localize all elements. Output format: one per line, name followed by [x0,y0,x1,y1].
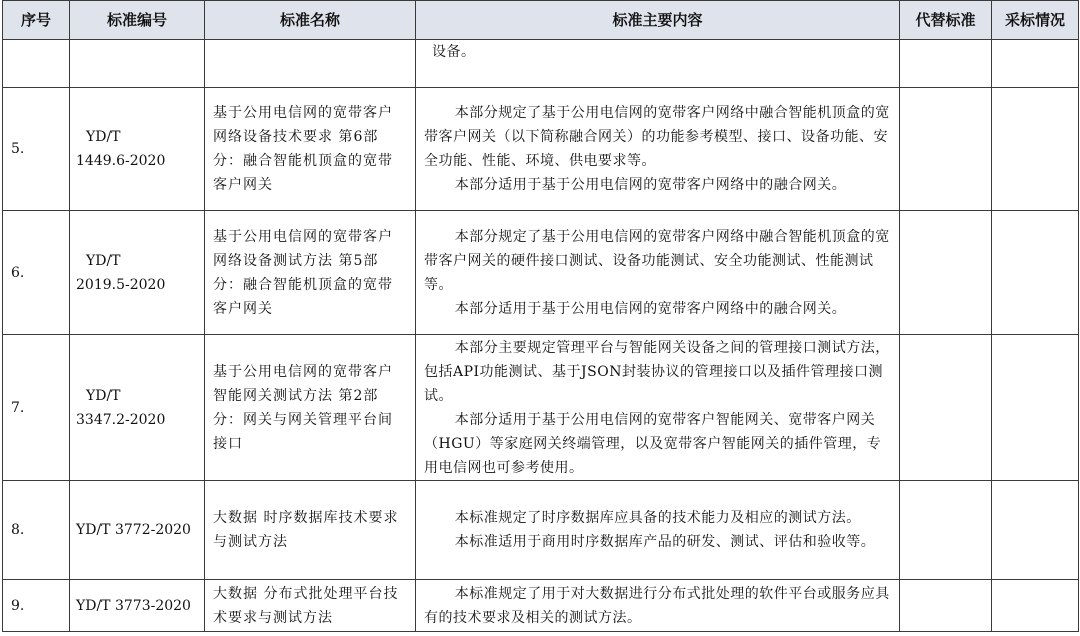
content-paragraph: 本部分规定了基于公用电信网的宽带客户网络中融合智能机顶盒的宽带客户网关（以下简称融合网关）的功能参考模型、接口、设备功能、安全功能、性能、环境、供电要求等。 [424,105,890,169]
code-line-1: YD/T [86,129,121,145]
header-code: 标准编号 [70,1,205,40]
table-row-continued [3,40,1079,88]
content-paragraph: 本部分适用于基于公用电信网的宽带客户智能网关、宽带客户网关（HGU）等家庭网关终端管理，以及宽带客户智能网关的插件管理，专用电信网也可参考使用。 [424,411,882,476]
header-replace: 代替标准 [900,1,992,40]
standards-table [2,0,1079,632]
cell-code [70,335,205,481]
cell-adopt [992,580,1079,632]
header-content: 标准主要内容 [416,1,900,40]
cell-adopt [992,211,1079,335]
cell-seq: 6. [3,211,70,335]
content-paragraph: 本标准适用于商用时序数据库产品的研发、测试、评估和验收等。 [454,534,876,550]
content-paragraph: 本部分适用于基于公用电信网的宽带客户网络中的融合网关。 [454,177,847,193]
cell-name [205,40,416,88]
cell-seq: 7. [3,335,70,481]
cell-code [70,211,205,335]
header-adopt: 采标情况 [992,1,1079,40]
cell-code [70,481,205,580]
header-name: 标准名称 [205,1,416,40]
content-paragraph: 本标准规定了用于对大数据进行分布式批处理的软件平台或服务应具有的技术要求及相关的测试方法。 [424,585,890,626]
header-seq: 序号 [3,1,70,40]
cell-replace [900,580,992,632]
cell-seq: 9. [3,580,70,632]
cell-code [70,580,205,632]
cell-adopt [992,335,1079,481]
table-row [3,211,1079,335]
code-line-2: 1449.6-2020 [76,153,166,169]
cell-seq: 8. [3,481,70,580]
cell-content [416,335,900,481]
code-line-1: YD/T 3773-2020 [76,597,191,614]
cell-content [416,580,900,632]
cell-name: 基于公用电信网的宽带客户网络设备技术要求 第6部分：融合智能机顶盒的宽带客户网关 [205,88,416,211]
cell-name: 大数据 时序数据库技术要求与测试方法 [205,481,416,580]
cell-seq [3,40,70,88]
content-paragraph: 本标准规定了时序数据库应具备的技术能力及相应的测试方法。 [454,510,861,526]
cell-content [416,481,900,580]
content-paragraph: 本部分主要规定管理平台与智能网关设备之间的管理接口测试方法，包括API功能测试、基于JSON封装协议的管理接口以及插件管理接口测试。 [424,339,890,404]
header-row [3,1,1079,40]
cell-name: 大数据 分布式批处理平台技术要求与测试方法 [205,580,416,632]
cell-name: 基于公用电信网的宽带客户智能网关测试方法 第2部分：网关与网关管理平台间接口 [205,335,416,481]
cell-replace [900,211,992,335]
table-row [3,481,1079,580]
cell-replace [900,40,992,88]
code-line-2: 2019.5-2020 [76,276,166,293]
table-row [3,580,1079,632]
cell-content [416,88,900,211]
content-paragraph: 本部分规定了基于公用电信网的宽带客户网络中融合智能机顶盒的宽带客户网关的硬件接口测试、设备功能测试、安全功能测试、性能测试等。 [424,228,890,293]
cell-adopt [992,40,1079,88]
cell-code [70,40,205,88]
cell-adopt [992,481,1079,580]
cell-seq: 5. [3,88,70,211]
content-paragraph: 设备。 [432,44,476,60]
content-paragraph: 本部分适用于基于公用电信网的宽带客户网络中的融合网关。 [454,300,847,317]
cell-code [70,88,205,211]
table-row [3,88,1079,211]
code-line-2: 3347.2-2020 [76,411,166,428]
table-row [3,335,1079,481]
cell-replace [900,88,992,211]
cell-name: 基于公用电信网的宽带客户网络设备测试方法 第5部分：融合智能机顶盒的宽带客户网关 [205,211,416,335]
cell-content [416,211,900,335]
code-line-1: YD/T [86,387,121,404]
cell-content [416,40,900,88]
code-line-1: YD/T [86,252,121,269]
cell-replace [900,335,992,481]
code-line-1: YD/T 3772-2020 [76,522,191,538]
cell-replace [900,481,992,580]
cell-adopt [992,88,1079,211]
